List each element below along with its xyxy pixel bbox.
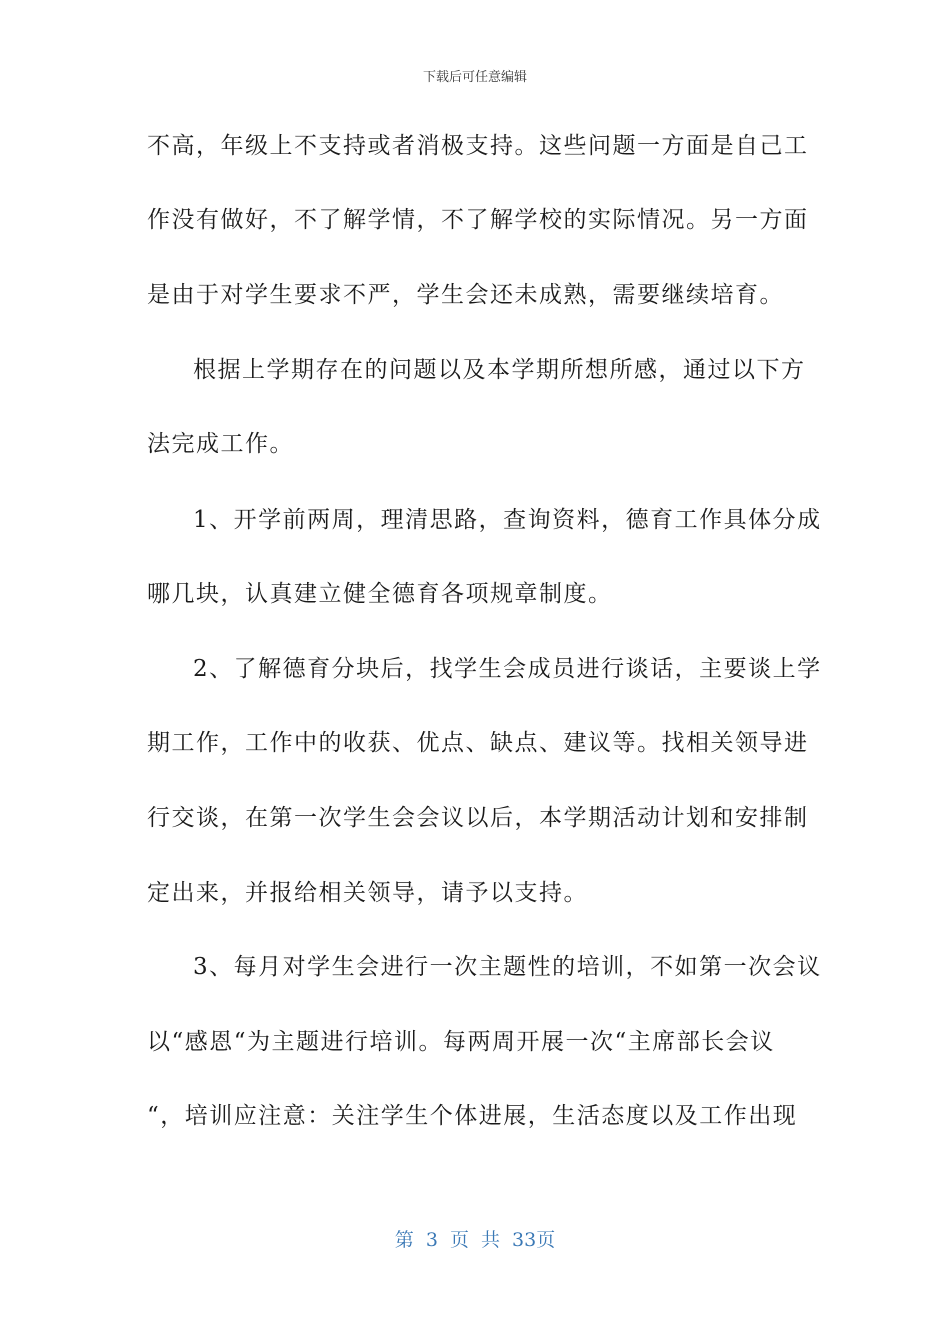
body-line: “，培训应注意：关注学生个体进展，生活态度以及工作出现 — [147, 1103, 798, 1129]
body-line: 不高，年级上不支持或者消极支持。这些问题一方面是自己工 — [147, 133, 809, 159]
body-line: 行交谈，在第一次学生会会议以后，本学期活动计划和安排制 — [147, 805, 809, 831]
list-item-3-first-line: 3、每月对学生会进行一次主题性的培训，不如第一次会议 — [193, 954, 822, 980]
page-header-note: 下载后可任意编辑 — [422, 70, 527, 85]
body-line: 定出来，并报给相关领导，请予以支持。 — [147, 880, 588, 906]
paragraph-first-line: 根据上学期存在的问题以及本学期所想所感，通过以下方 — [193, 357, 806, 383]
body-line: 是由于对学生要求不严，学生会还未成熟，需要继续培育。 — [147, 282, 784, 308]
list-item-2-first-line: 2、了解德育分块后，找学生会成员进行谈话，主要谈上学 — [193, 656, 822, 682]
body-line: 期工作，工作中的收获、优点、缺点、建议等。找相关领导进 — [147, 730, 809, 756]
body-line: 作没有做好，不了解学情，不了解学校的实际情况。另一方面 — [147, 207, 809, 233]
body-line: 以“感恩“为主题进行培训。每两周开展一次“主席部长会议 — [147, 1029, 775, 1055]
body-line: 法完成工作。 — [147, 431, 294, 457]
body-line: 哪几块，认真建立健全德育各项规章制度。 — [147, 581, 613, 607]
page-number-footer: 第 3 页 共 33页 — [394, 1229, 556, 1251]
list-item-1-first-line: 1、开学前两周，理清思路，查询资料，德育工作具体分成 — [193, 507, 822, 533]
